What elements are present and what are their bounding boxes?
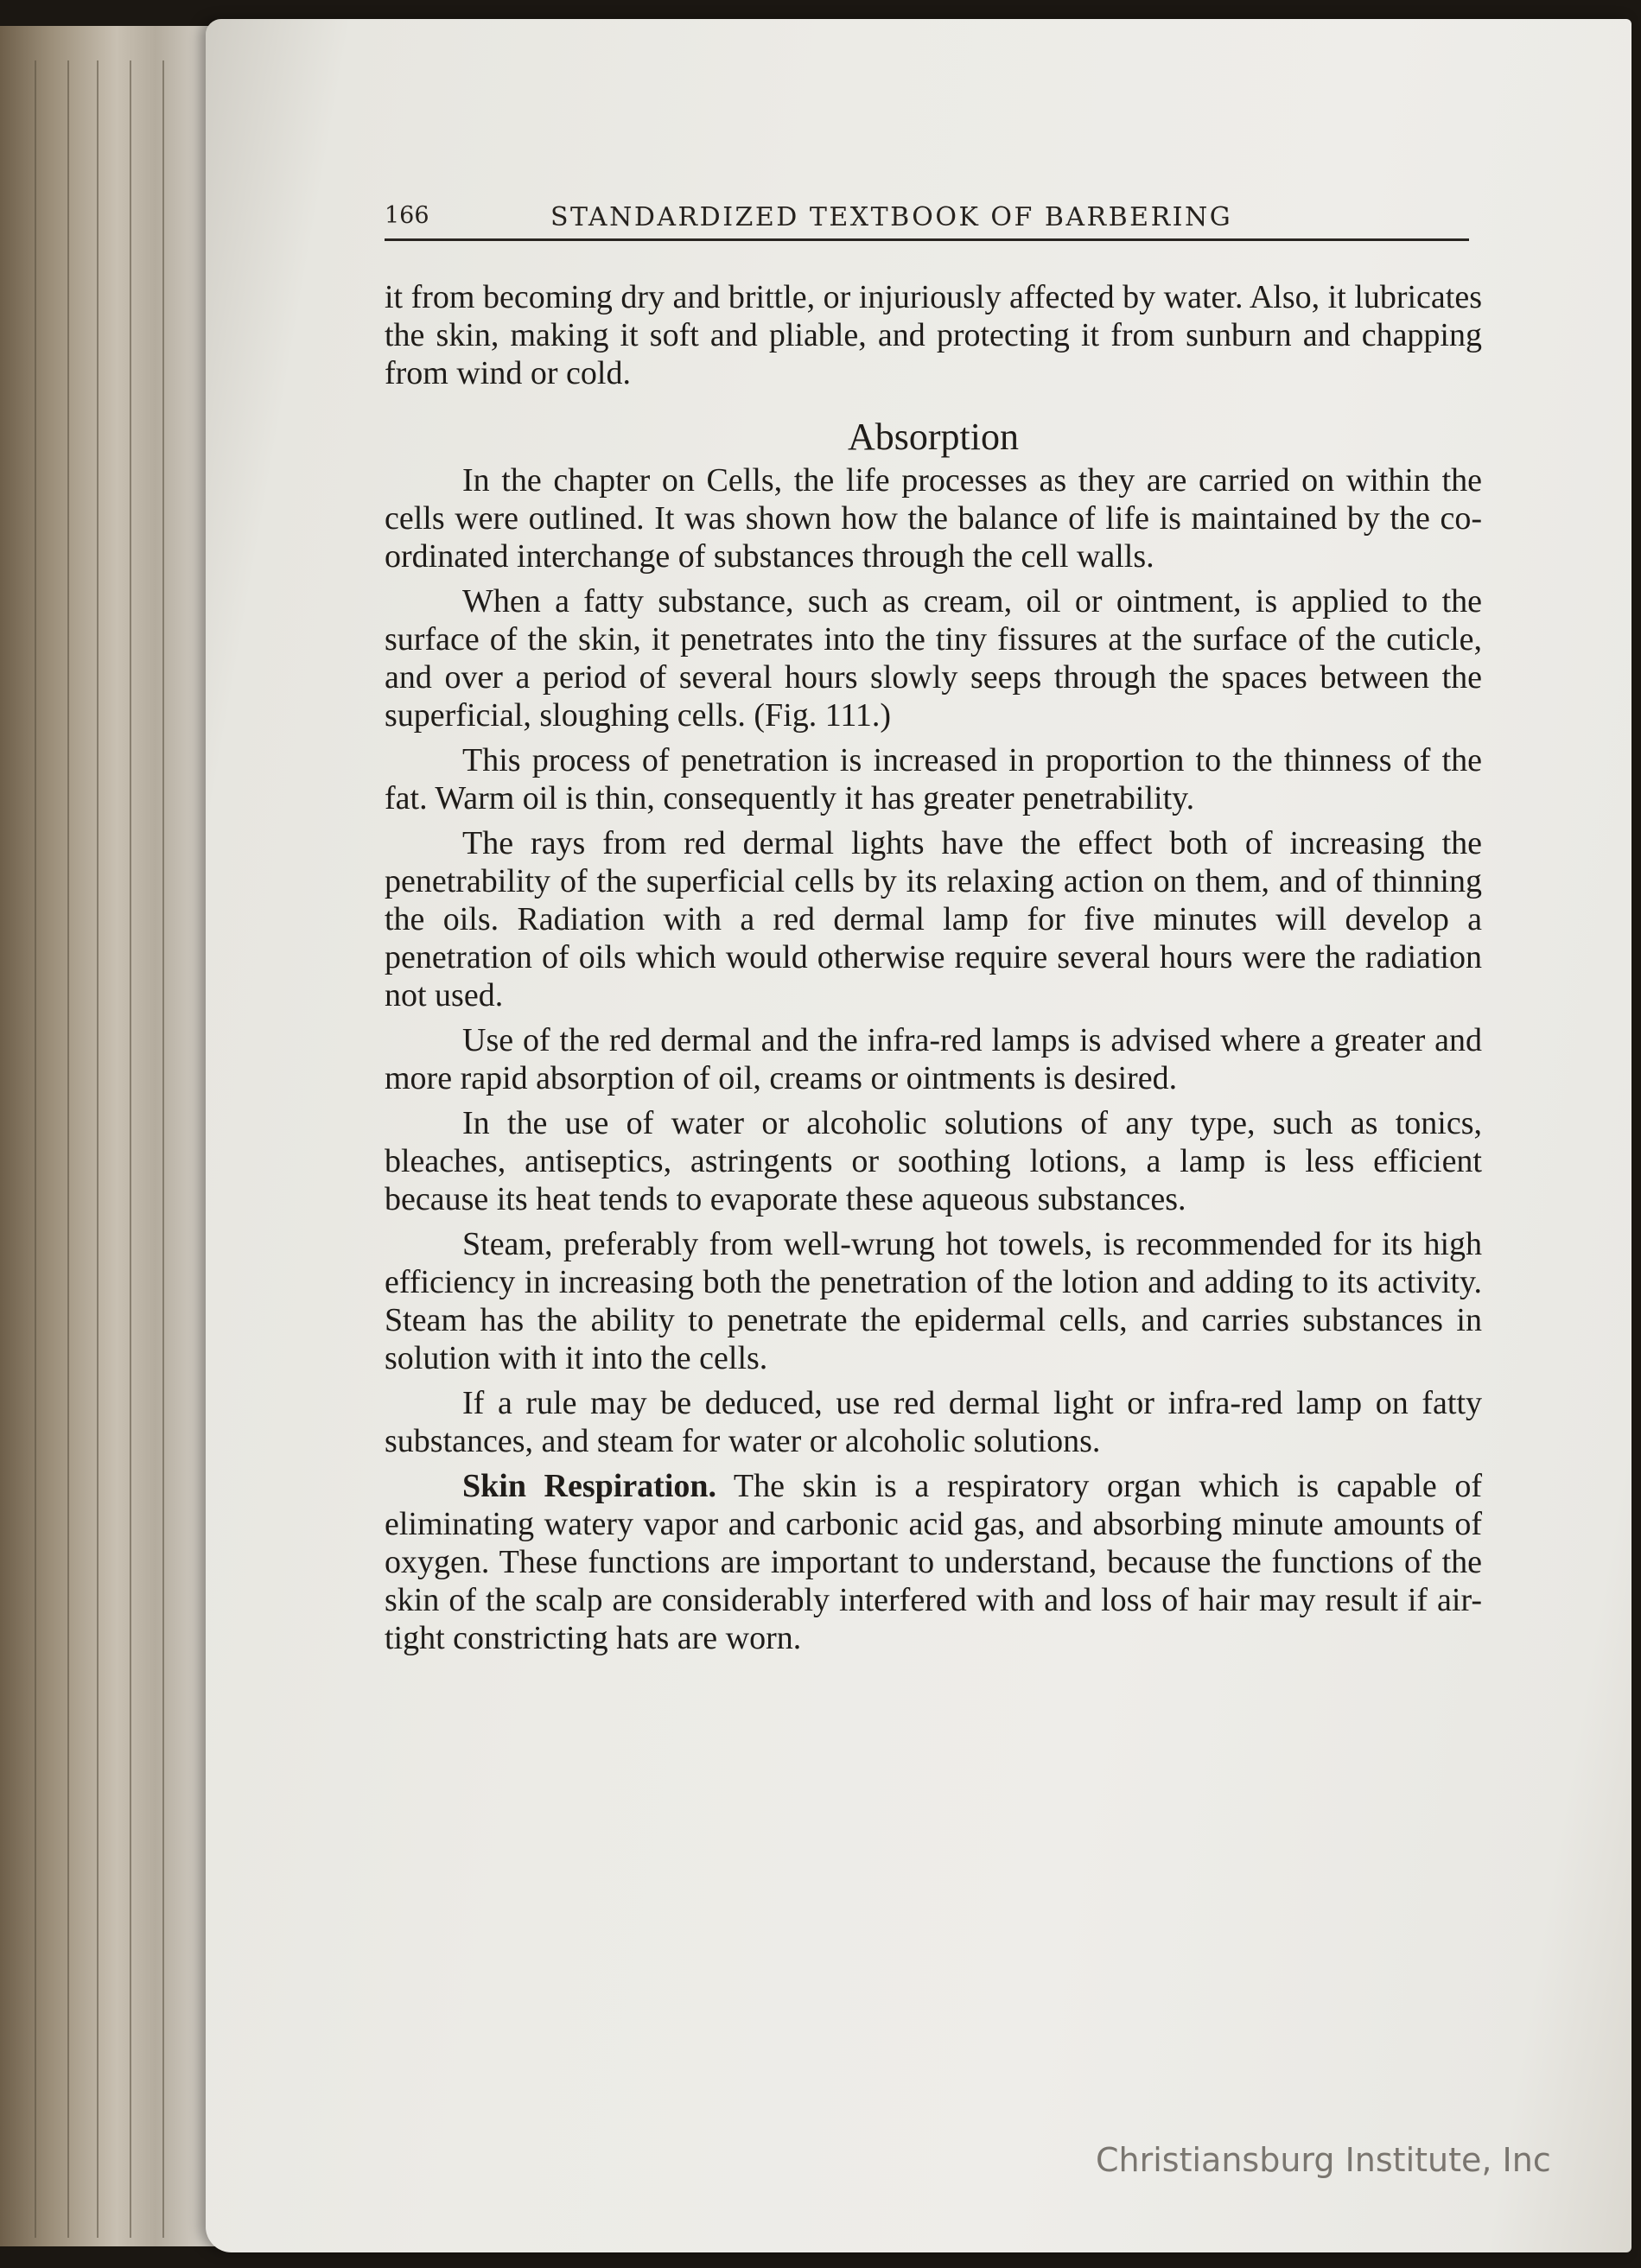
- page-edge-line: [130, 60, 131, 2238]
- paragraph-steam: Steam, preferably from well-wrung hot towels, is recommended for its high efficiency in increasing both the penetration of the lotion and adding to its activity. Steam has the ability to penetrate the epidermal cells, and carries substances in solution with it into the cells.: [385, 1226, 1482, 1376]
- opening-paragraph: it from becoming dry and brittle, or injuriously affected by water. Also, it lubricates the skin, making it soft and pliable, and protecting it from sunburn and chapping from wind or cold.: [385, 279, 1482, 391]
- paragraph-alcoholic-solutions: In the use of water or alcoholic solutions of any type, such as tonics, bleaches, antiseptics, astringents or soothing lotions, a lamp is less efficient because its heat tends to evaporate these aqueous substances.: [385, 1105, 1482, 1217]
- run-in-heading-skin-respiration: Skin Respiration.: [462, 1468, 717, 1504]
- page-header: [385, 200, 1469, 241]
- page-edge-line: [35, 60, 36, 2238]
- paragraph-infra-red-lamps: Use of the red dermal and the infra-red lamps is advised where a greater and more rapid absorption of oil, creams or ointments is desired.: [385, 1022, 1482, 1096]
- running-head: STANDARDIZED TEXTBOOK OF BARBERING: [550, 202, 1233, 232]
- skin-respiration-text: The skin is a respiratory organ which is capable of eliminating watery vapor and carbonic acid gas, and absorbing minute amounts of oxygen. These functions are important to understand, because the functions of the skin of the scalp are considerably interfered with and loss of hair may result if air-tight constricting hats are worn.: [385, 1468, 1482, 1656]
- page-edge-line: [97, 60, 99, 2238]
- paragraph-fatty-substance: When a fatty substance, such as cream, oil or ointment, is applied to the surface of the skin, it penetrates into the tiny fissures at the surface of the cuticle, and over a period of several hours slowly seeps through the spaces between the superficial, sloughing cells. (Fig. 111.): [385, 583, 1482, 734]
- paragraph-penetration: This process of penetration is increased in proportion to the thinness of the fat. Warm oil is thin, consequently it has greater penetrability.: [385, 742, 1482, 816]
- page-edge-line: [162, 60, 164, 2238]
- paragraph-cells: In the chapter on Cells, the life processes as they are carried on within the cells were outlined. It was shown how the balance of life is maintained by the co-ordinated interchange of substances through the cell walls.: [385, 462, 1482, 575]
- paragraph-rule: If a rule may be deduced, use red dermal light or infra-red lamp on fatty substances, and steam for water or alcoholic solutions.: [385, 1385, 1482, 1459]
- body-text: [385, 278, 1482, 1664]
- page-edge-line: [67, 60, 69, 2238]
- paragraph-red-dermal-rays: The rays from red dermal lights have the effect both of increasing the penetrability of the superficial cells by its relaxing action on them, and of thinning the oils. Radiation with a red dermal lamp for five minutes will develop a penetration of oils which would otherwise require several hours were the radiation not used.: [385, 825, 1482, 1013]
- section-heading-absorption: Absorption: [848, 416, 1019, 458]
- paragraph-skin-respiration: [385, 1467, 1482, 1657]
- page-number: 166: [385, 202, 429, 229]
- watermark: Christiansburg Institute, Inc: [1096, 2141, 1551, 2179]
